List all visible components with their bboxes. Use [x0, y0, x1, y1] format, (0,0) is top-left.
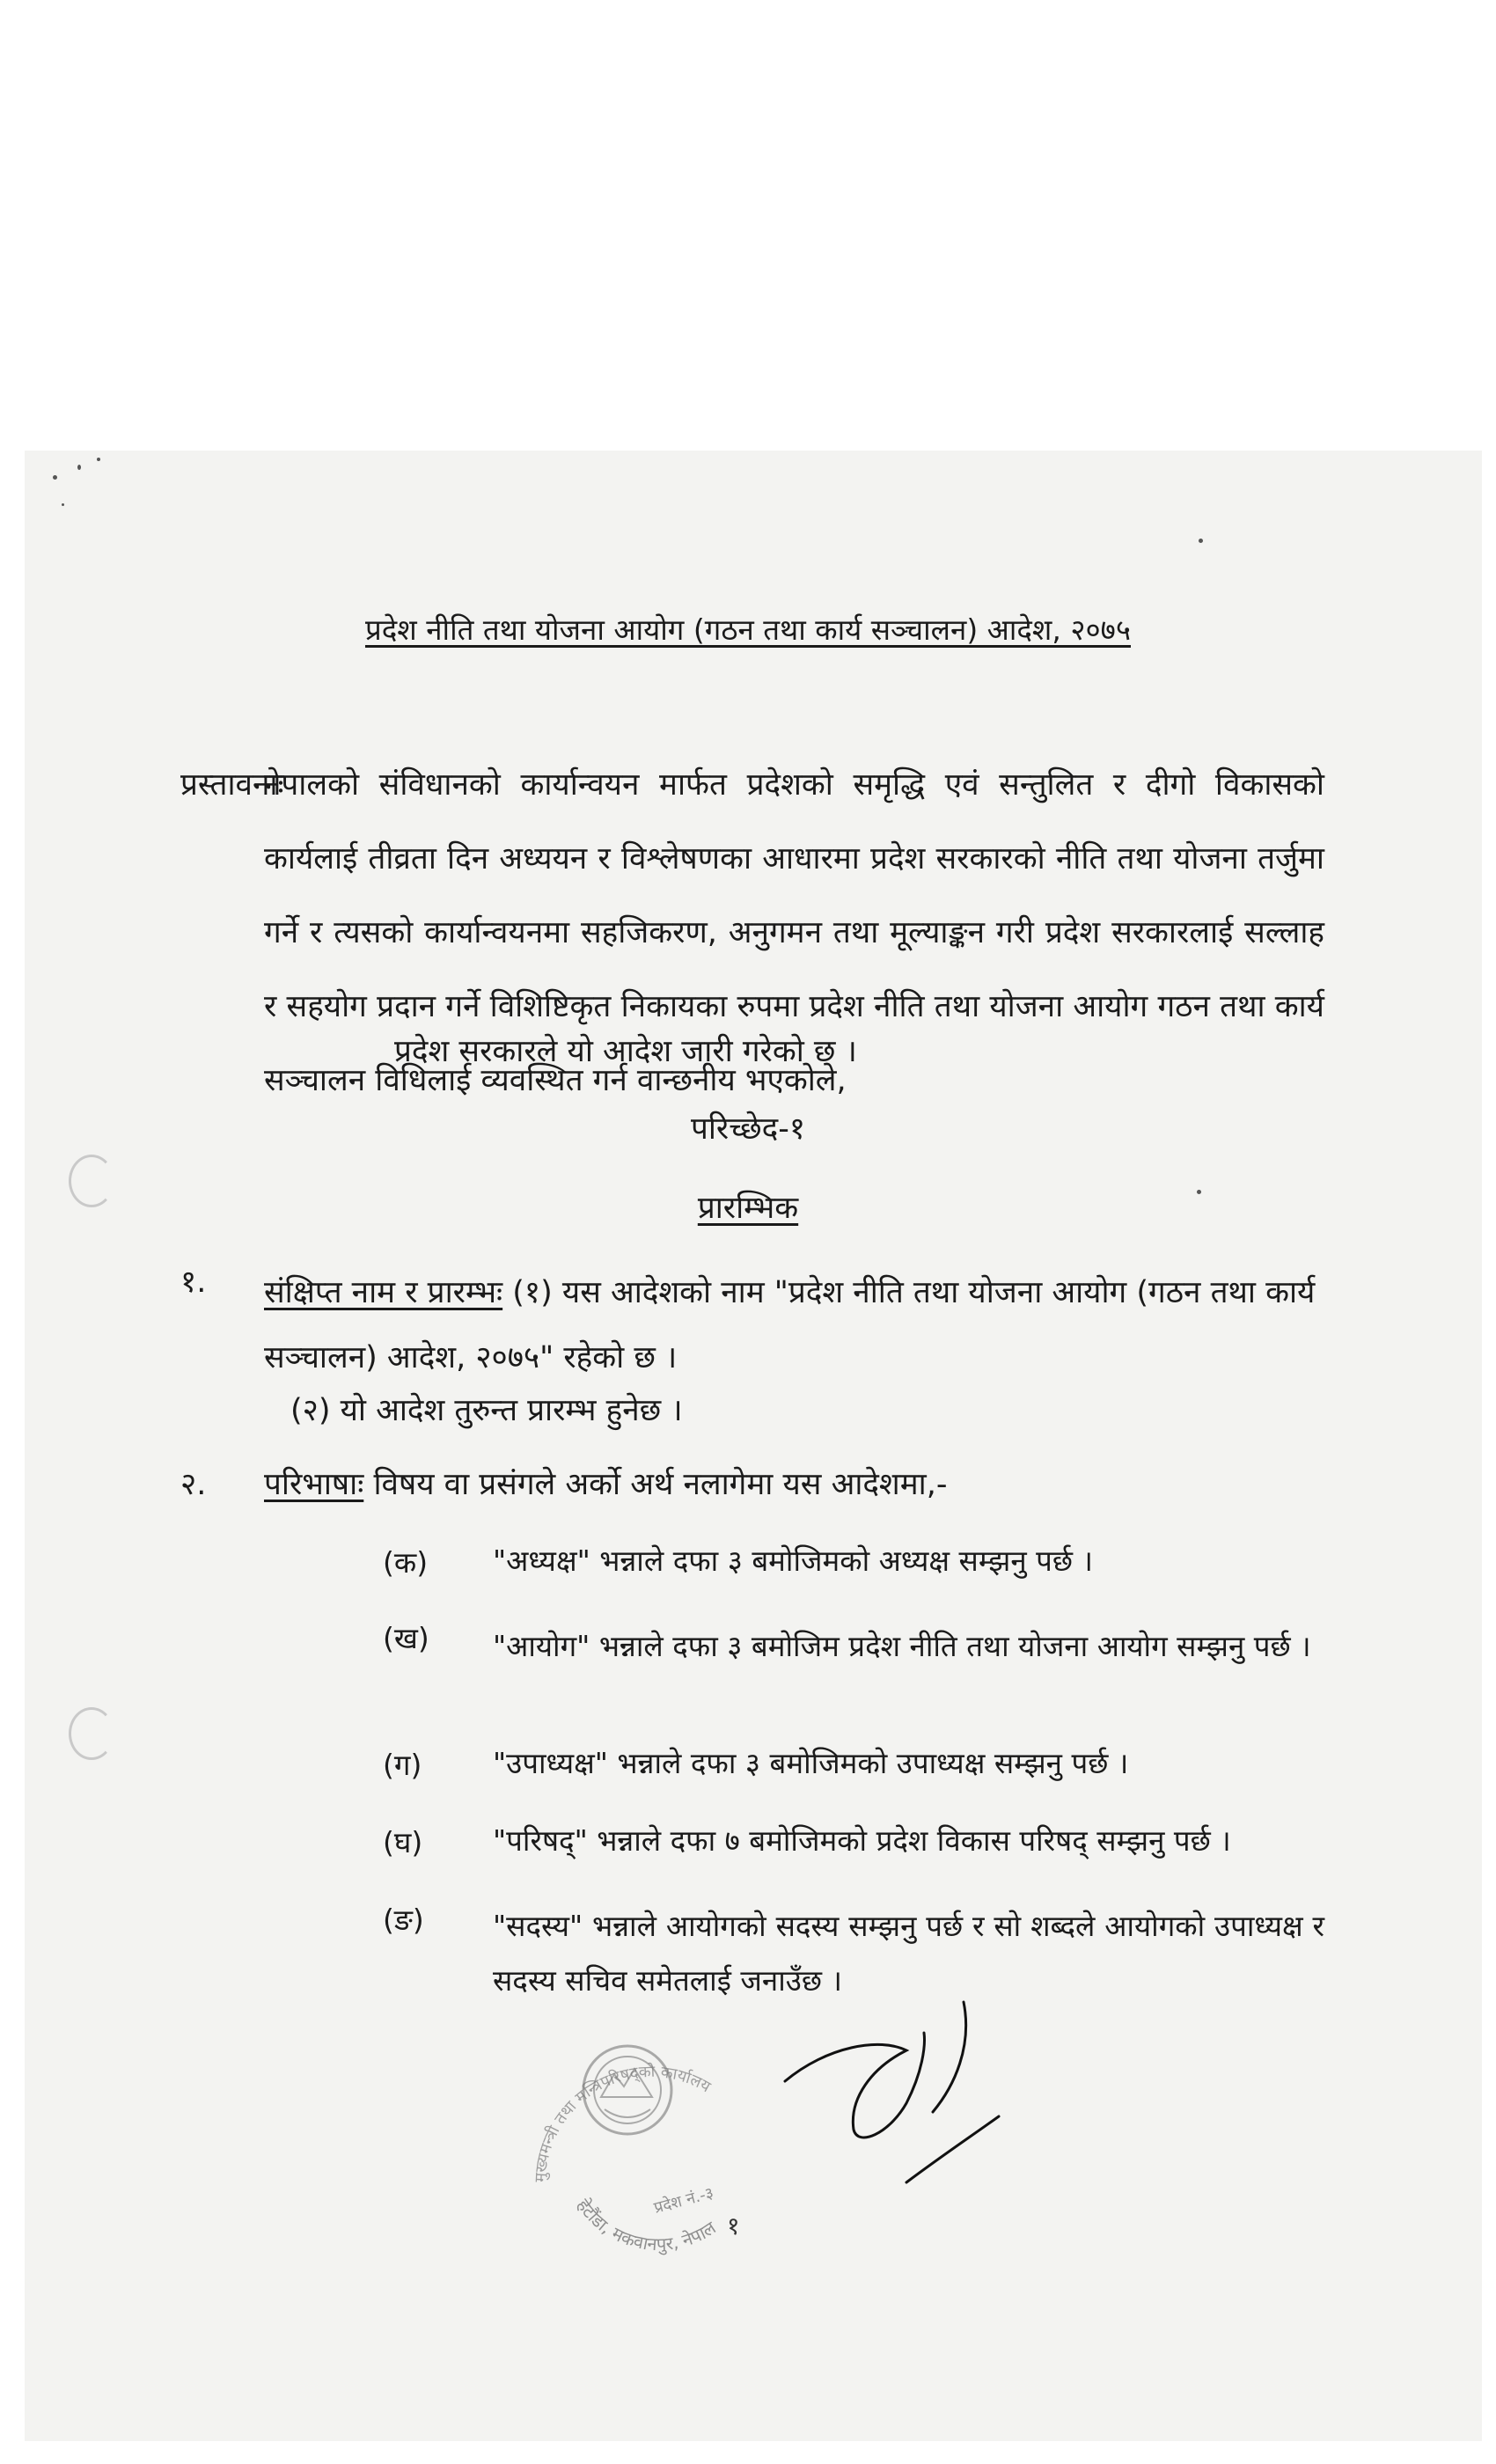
definition-label: (ख)	[383, 1621, 429, 1655]
section-text: (१) यस आदेशको नाम "प्रदेश नीति तथा योजना आयोग (गठन तथा कार्य सञ्चालन) आदेश, २०७५" रहेको छ ।	[264, 1275, 1316, 1375]
section-number: १.	[180, 1265, 207, 1300]
section-heading: परिभाषाः	[264, 1467, 364, 1502]
section-number: २.	[180, 1467, 207, 1502]
preamble-label: प्रस्तावनाः	[180, 767, 284, 803]
seal-province: प्रदेश नं.-३	[651, 2183, 716, 2218]
definition-text: "उपाध्यक्ष" भन्नाले दफा ३ बमोजिमको उपाध्यक्ष सम्झनु पर्छ ।	[493, 1746, 1129, 1780]
definition-label: (घ)	[383, 1825, 423, 1859]
section-subclause: (२) यो आदेश तुरुन्त प्रारम्भ हुनेछ ।	[290, 1393, 683, 1428]
document-title: प्रदेश नीति तथा योजना आयोग (गठन तथा कार्य सञ्चालन) आदेश, २०७५	[364, 612, 1131, 647]
section-1-body	[264, 1260, 1320, 1390]
definition-text: "अध्यक्ष" भन्नाले दफा ३ बमोजिमको अध्यक्ष सम्झनु पर्छ ।	[493, 1544, 1094, 1578]
section-heading: संक्षिप्त नाम र प्रारम्भः	[264, 1275, 503, 1310]
definition-label: (ग)	[383, 1748, 422, 1782]
office-seal	[524, 2028, 779, 2257]
seal-text-top: मुख्यमन्त्री तथा मन्त्रिपरिषद्को कार्यालय	[531, 2062, 714, 2183]
chapter-label: परिच्छेद-१	[690, 1111, 806, 1147]
scan-speck	[62, 503, 64, 506]
preamble-text: नेपालको संविधानको कार्यान्वयन मार्फत प्रदेशको समृद्धि एवं सन्तुलित र दीगो विकासको कार्यलाई तीव्रता दिन अध्ययन र विश्लेषणका आधारमा प्रदेश सरकारको नीति तथा योजना तर्जुमा गर्ने र त्यसको कार्यान्वयनमा सहजिकरण, अनुगमन तथा मूल्याङ्कन गरी प्रदेश सरकारलाई सल्लाह र सहयोग प्रदान गर्ने विशिष्टिकृत निकायका रुपमा प्रदेश नीति तथा योजना आयोग गठन तथा कार्य सञ्चालन विधिलाई व्यवस्थित गर्न वान्छनीय भएकोले,	[264, 767, 1324, 1098]
scan-speck	[97, 458, 100, 461]
scan-speck	[1199, 539, 1203, 543]
seal-text-bottom: हेटौंडा, मकवानपुर, नेपाल	[572, 2195, 720, 2255]
enactment-clause: प्रदेश सरकारले यो आदेश जारी गरेको छ ।	[394, 1034, 857, 1069]
scan-speck	[53, 475, 57, 480]
definition-text: "सदस्य" भन्नाले आयोगको सदस्य सम्झनु पर्छ र सो शब्दले आयोगको उपाध्यक्ष र सदस्य सचिव समेतलाई जनाउँछ ।	[493, 1909, 1324, 1998]
seal-wreath	[605, 2109, 650, 2117]
definition-text: "परिषद्" भन्नाले दफा ७ बमोजिमको प्रदेश विकास परिषद् सम्झनु पर्छ ।	[493, 1823, 1231, 1858]
chapter-heading: प्रारम्भिक	[697, 1191, 799, 1226]
signature	[774, 1984, 1030, 2187]
definition-label: (क)	[383, 1545, 429, 1580]
scan-speck	[77, 465, 81, 470]
definition-text: "आयोग" भन्नाले दफा ३ बमोजिम प्रदेश नीति तथा योजना आयोग सम्झनु पर्छ ।	[493, 1629, 1311, 1663]
definition-label: (ङ)	[383, 1903, 424, 1937]
punch-hole	[69, 1707, 114, 1760]
section-2-body	[264, 1463, 1320, 1507]
svg-text:मुख्यमन्त्री तथा मन्त्रिपरिषद्	[532, 2062, 715, 2183]
page-number: १	[727, 2211, 740, 2240]
section-text: विषय वा प्रसंगले अर्को अर्थ नलागेमा यस आदेशमा,-	[373, 1467, 948, 1502]
